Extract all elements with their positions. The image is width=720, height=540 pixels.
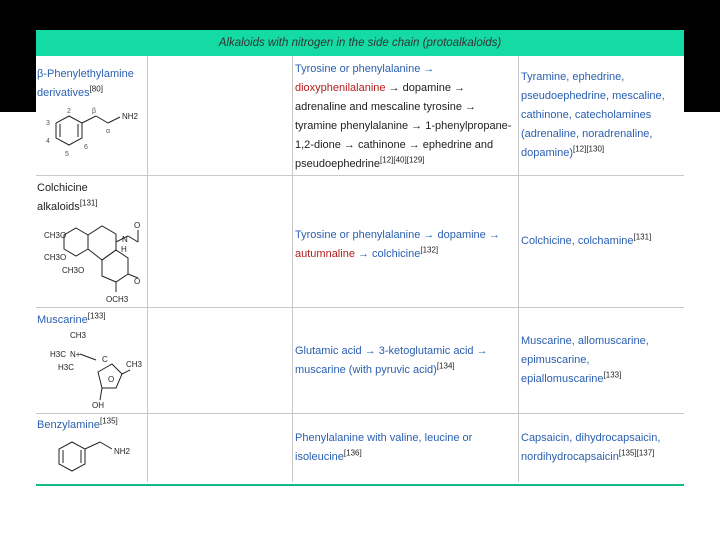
nh2-label: NH2 [122, 112, 139, 121]
svg-text:OH: OH [92, 401, 104, 410]
cell-text[interactable]: Tyrosine or phenylalanine → dopamine → [295, 229, 500, 241]
examples-cell [521, 332, 681, 389]
benzylamine-structure [50, 438, 144, 482]
citation-ref[interactable]: [131] [633, 232, 652, 242]
cell-text[interactable]: Colchicine, colchamine [521, 235, 634, 247]
nh2-label: NH2 [114, 447, 131, 456]
cell-text: → dopamine → adrenaline and mescaline tyrosine → tyramine phenylalanine → 1-phenylpropane-1,2-dione → cathinone → ephedrine and pseudoephedrine [295, 82, 512, 170]
examples-cell [521, 232, 681, 251]
svg-text:N: N [122, 235, 128, 244]
cell-text[interactable]: β-Phenylethylamine derivatives [37, 68, 134, 99]
svg-text:OCH3: OCH3 [106, 295, 129, 304]
biosynthesis-cell [295, 60, 515, 174]
svg-text:CH3: CH3 [126, 360, 143, 369]
cell-text[interactable]: Tyramine, ephedrine, pseudoephedrine, mescaline, cathinone, catecholamines (adrenaline, noradrenaline, dopamine) [521, 71, 665, 159]
citation-ref[interactable]: [134] [436, 361, 455, 371]
svg-text:CH3O: CH3O [44, 253, 67, 262]
citation-ref[interactable]: [12][130] [572, 144, 605, 154]
cell-text[interactable]: dioxyphenilalanine [295, 82, 386, 94]
svg-text:H3C: H3C [50, 350, 67, 359]
phenylethylamine-structure [44, 106, 144, 166]
column-divider [518, 56, 519, 482]
cell-text[interactable]: Phenylalanine with valine, leucine or isoleucine [295, 432, 473, 463]
cell-text[interactable]: Glutamic acid → 3-ketoglutamic acid → muscarine (with pyruvic acid) [295, 345, 488, 376]
row-name [37, 416, 145, 435]
alkaloid-table [36, 30, 684, 486]
svg-text:3: 3 [46, 120, 50, 127]
svg-text:H3C: H3C [58, 363, 75, 372]
citation-ref[interactable]: [132] [420, 245, 439, 255]
cell-text: Colchicine alkaloids [37, 182, 88, 213]
citation-ref[interactable]: [133] [603, 370, 622, 380]
svg-text:2: 2 [67, 108, 71, 115]
colchicine-structure [42, 220, 146, 304]
svg-text:H: H [121, 245, 127, 254]
cell-text[interactable]: Capsaicin, dihydrocapsaicin, nordihydrocapsaicin [521, 432, 661, 463]
svg-text:C: C [102, 355, 108, 364]
column-divider [292, 56, 293, 482]
row-name [37, 179, 145, 217]
citation-ref[interactable]: [135] [99, 416, 118, 426]
svg-text:CH3O: CH3O [44, 231, 67, 240]
svg-text:4: 4 [46, 138, 50, 145]
citation-ref[interactable]: [135][137] [618, 448, 655, 458]
muscarine-structure [48, 330, 144, 410]
cell-text[interactable]: autumnaline [295, 248, 355, 260]
table-title: Alkaloids with nitrogen in the side chain (protoalkaloids) [36, 30, 684, 56]
row-divider [36, 175, 684, 176]
citation-ref[interactable]: [131] [79, 198, 98, 208]
svg-text:5: 5 [65, 151, 69, 158]
svg-text:O: O [134, 277, 141, 286]
cell-text[interactable]: Muscarine [37, 314, 88, 326]
svg-text:CH3: CH3 [70, 331, 87, 340]
citation-ref[interactable]: [80] [89, 84, 103, 94]
svg-text:α: α [106, 128, 111, 135]
svg-text:6: 6 [84, 144, 88, 151]
cell-text[interactable]: Benzylamine [37, 419, 100, 431]
biosynthesis-cell [295, 226, 515, 264]
row-divider [36, 307, 684, 308]
examples-cell [521, 68, 681, 163]
biosynthesis-cell [295, 342, 515, 380]
row-divider [36, 413, 684, 414]
svg-text:β: β [92, 108, 97, 115]
column-divider [147, 56, 148, 482]
biosynthesis-cell [295, 429, 515, 467]
citation-ref[interactable]: [133] [87, 311, 106, 321]
row-name [37, 65, 145, 103]
svg-text:CH3O: CH3O [62, 266, 85, 275]
cell-text[interactable]: Muscarine, allomuscarine, epimuscarine, epiallomuscarine [521, 335, 649, 385]
cell-text[interactable]: Tyrosine or phenylalanine → [295, 63, 435, 75]
svg-text:O: O [134, 221, 141, 230]
citation-ref[interactable]: [136] [343, 448, 362, 458]
examples-cell [521, 429, 681, 467]
cell-text[interactable]: → colchicine [354, 248, 421, 260]
citation-ref[interactable]: [12][40][129] [380, 155, 425, 165]
svg-text:O: O [108, 375, 115, 384]
svg-text:N+: N+ [70, 350, 81, 359]
row-name [37, 311, 145, 330]
